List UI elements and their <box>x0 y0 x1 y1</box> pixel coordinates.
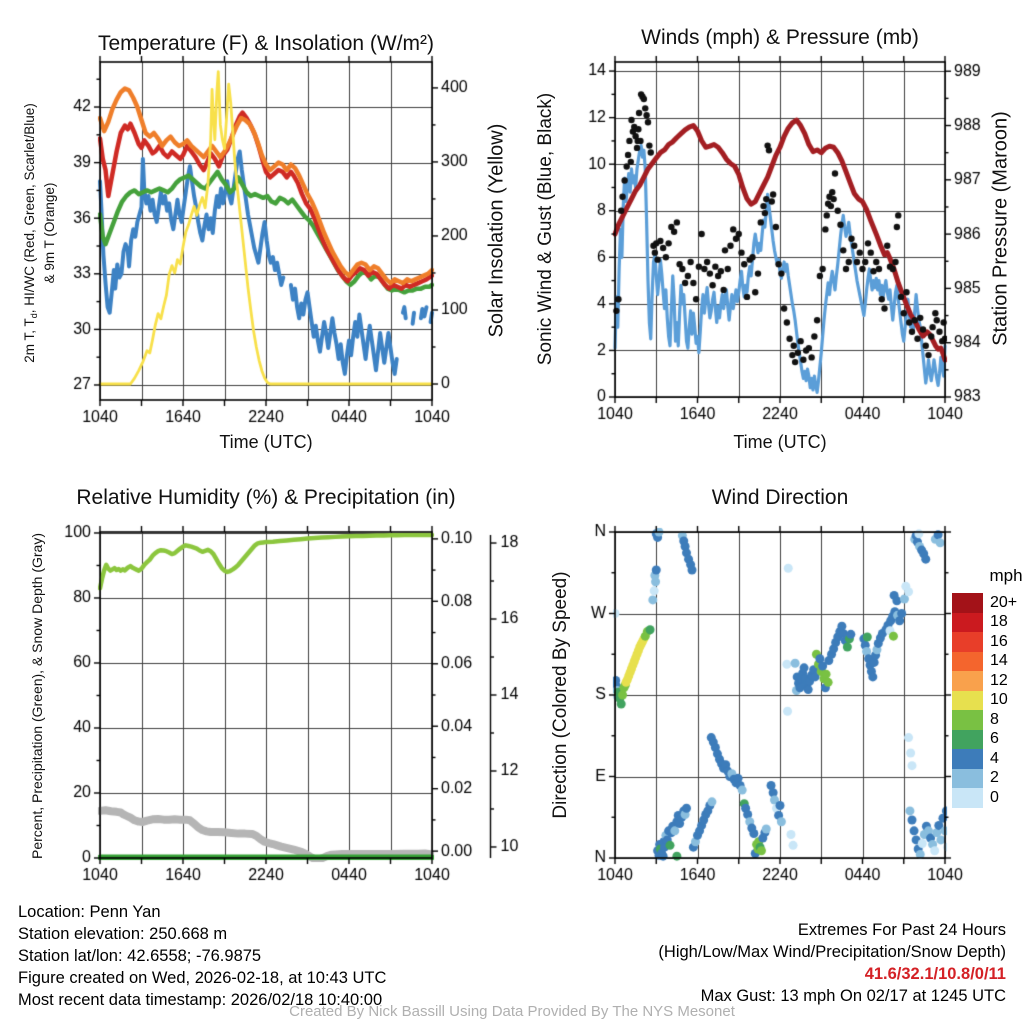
most-recent-data-timestamp: Most recent data timestamp: 2026/02/18 10:40:00 <box>18 991 383 1009</box>
temperature-chart-x-label: Time (UTC) <box>219 432 313 452</box>
winds-chart-x-label: Time (UTC) <box>733 432 827 452</box>
wind-direction-chart-title: Wind Direction <box>711 486 849 509</box>
colorbar-swatch <box>952 613 983 633</box>
speed-colorbar <box>952 593 1018 808</box>
colorbar-tick-label: 6 <box>990 730 999 748</box>
colorbar-swatch <box>952 652 983 672</box>
pressure-axis-label: Station Pressure (Maroon) <box>989 111 1012 346</box>
y-label-text: , HI/WC (Red, Green, Scarlet/Blue) <box>22 103 37 314</box>
colorbar-tick-label: 18 <box>990 613 1008 631</box>
humidity-chart-title: Relative Humidity (%) & Precipitation (in) <box>76 486 456 509</box>
colorbar-tick-label: 10 <box>990 691 1008 709</box>
colorbar-swatch <box>952 769 983 789</box>
humidity-precipitation-plot <box>100 532 432 858</box>
credit-line: Created By Nick Bassill Using Data Provided By The NYS Mesonet <box>289 1003 735 1020</box>
max-gust: Max Gust: 13 mph On 02/17 at 1245 UTC <box>700 987 1006 1005</box>
temperature-chart-title: Temperature (F) & Insolation (W/m²) <box>97 32 435 55</box>
figure-created-timestamp: Figure created on Wed, 2026-02-18, at 10:43 UTC <box>18 969 387 987</box>
colorbar-labels <box>990 593 1017 808</box>
extremes-subtitle: (High/Low/Max Wind/Precipitation/Snow Depth) <box>658 943 1006 961</box>
colorbar-swatch <box>952 730 983 750</box>
colorbar-tick-label: 0 <box>990 788 999 806</box>
wind-axis-label: Sonic Wind & Gust (Blue, Black) <box>535 92 556 366</box>
colorbar-tick-label: 12 <box>990 671 1008 689</box>
direction-axis-label: Direction (Colored By Speed) <box>550 571 571 819</box>
colorbar-swatch <box>952 632 983 652</box>
y-label-subscript: d <box>29 313 39 319</box>
colorbar-swatch <box>952 710 983 730</box>
wind-direction-plot <box>615 532 945 858</box>
temperature-insolation-plot <box>100 62 432 400</box>
colorbar-tick-label: 2 <box>990 769 999 787</box>
winds-chart-title: Winds (mph) & Pressure (mb) <box>641 26 919 49</box>
colorbar-swatches <box>952 593 983 808</box>
y-label-text: & 9m T (Orange) <box>42 182 57 284</box>
station-elevation: Station elevation: 250.668 m <box>18 925 228 943</box>
colorbar-tick-label: 8 <box>990 710 999 728</box>
extremes-block <box>658 919 1006 1007</box>
humidity-axis-label: Percent, Precipitation (Green), & Snow Depth (Gray) <box>29 532 45 860</box>
winds-pressure-plot <box>615 62 945 397</box>
extremes-values: 41.6/32.1/10.8/0/11 <box>864 965 1006 983</box>
extremes-title: Extremes For Past 24 Hours <box>797 921 1006 939</box>
temperature-chart-y-axis-label <box>22 53 58 413</box>
colorbar-swatch <box>952 788 983 808</box>
colorbar-title: mph <box>989 566 1023 585</box>
colorbar-tick-label: 14 <box>990 652 1008 670</box>
colorbar-tick-label: 4 <box>990 749 999 767</box>
y-label-text: 2m T, T <box>22 318 37 363</box>
insolation-axis-label: Solar Insolation (Yellow) <box>485 123 508 338</box>
station-latlon: Station lat/lon: 42.6558; -76.9875 <box>18 947 262 965</box>
colorbar-swatch <box>952 749 983 769</box>
colorbar-swatch <box>952 691 983 711</box>
colorbar-tick-label: 20+ <box>990 593 1018 611</box>
colorbar-swatch <box>952 671 983 691</box>
colorbar-tick-label: 16 <box>990 632 1008 650</box>
colorbar-swatch <box>952 593 983 613</box>
station-info-block <box>18 901 386 1011</box>
station-location: Location: Penn Yan <box>18 903 161 921</box>
